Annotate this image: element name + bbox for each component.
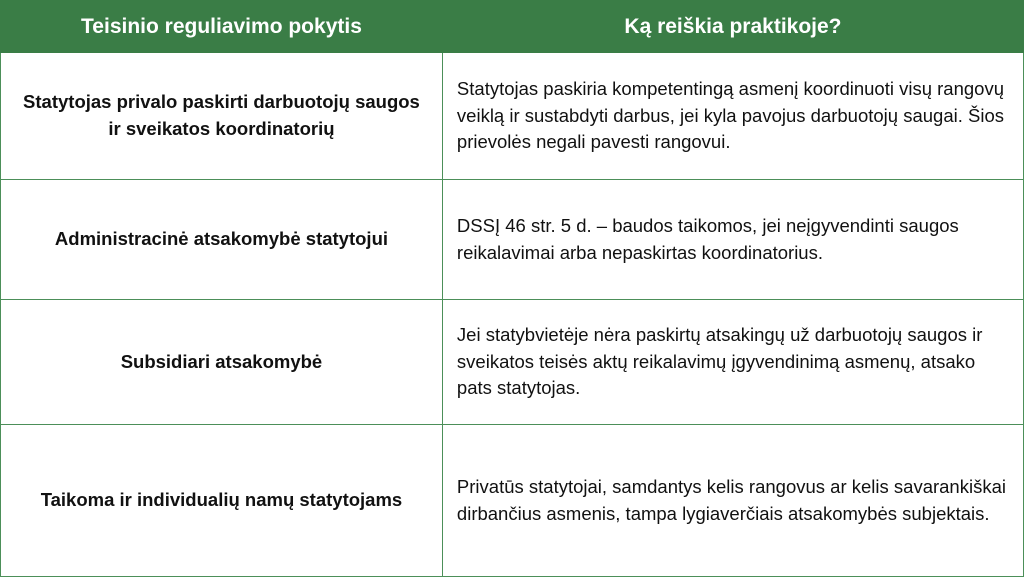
cell-change: Taikoma ir individualių namų statytojams — [1, 425, 443, 577]
table-row — [1, 180, 1024, 300]
table-row — [1, 425, 1024, 577]
cell-meaning: Jei statybvietėje nėra paskirtų atsakingų už darbuotojų saugos ir sveikatos teisės aktų reikalavimų įgyvendinimą asmenų, atsako pats statytojas. — [442, 300, 1023, 425]
table-header — [1, 1, 1024, 53]
cell-meaning: Privatūs statytojai, samdantys kelis rangovus ar kelis savarankiškai dirbančius asmenis, tampa lygiaverčiais atsakomybės subjektais. — [442, 425, 1023, 577]
column-header-change: Teisinio reguliavimo pokytis — [1, 1, 443, 53]
cell-meaning: Statytojas paskiria kompetentingą asmenį koordinuoti visų rangovų veiklą ir sustabdyti darbus, jei kyla pavojus darbuotojų saugai. Šios prievolės negali pavesti rangovui. — [442, 53, 1023, 180]
table-body — [1, 53, 1024, 577]
table-row — [1, 53, 1024, 180]
cell-change: Administracinė atsakomybė statytojui — [1, 180, 443, 300]
cell-meaning: DSSĮ 46 str. 5 d. – baudos taikomos, jei neįgyvendinti saugos reikalavimai arba nepaskirtas koordinatorius. — [442, 180, 1023, 300]
cell-change: Subsidiari atsakomybė — [1, 300, 443, 425]
column-header-meaning: Ką reiškia praktikoje? — [442, 1, 1023, 53]
cell-change: Statytojas privalo paskirti darbuotojų saugos ir sveikatos koordinatorių — [1, 53, 443, 180]
table-row — [1, 300, 1024, 425]
table-header-row — [1, 1, 1024, 53]
